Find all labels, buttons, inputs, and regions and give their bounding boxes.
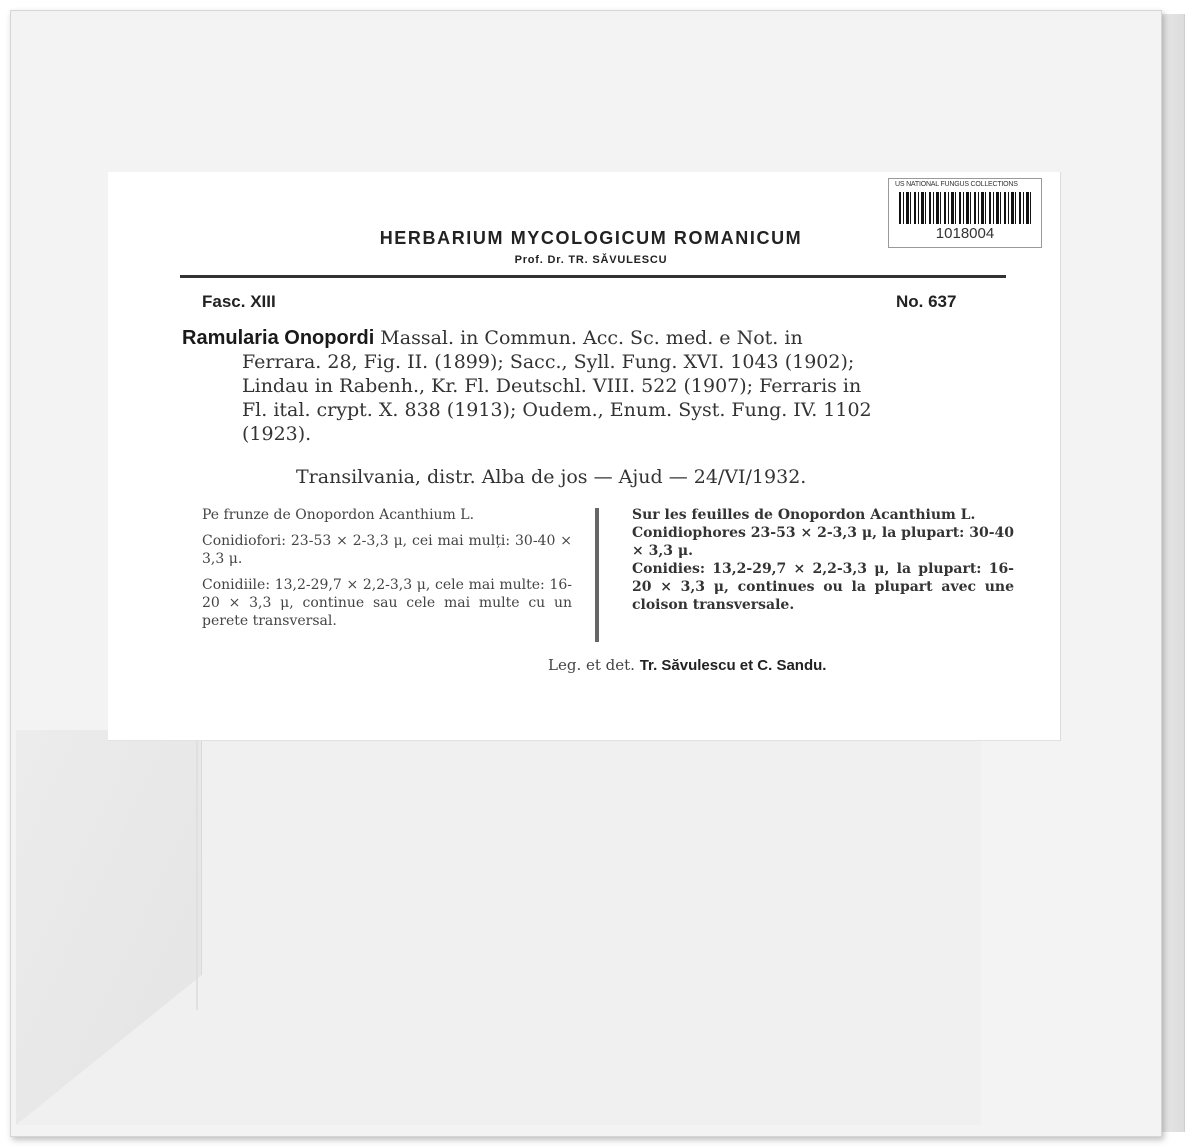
header-rule (180, 275, 1006, 278)
fascicle-number: Fasc. XIII (202, 292, 276, 311)
description-french (632, 506, 1014, 614)
sheet-edge (1160, 14, 1185, 1132)
herbarium-subtitle: Prof. Dr. TR. SĂVULESCU (514, 254, 668, 266)
barcode-institution: US NATIONAL FUNGUS COLLECTIONS (895, 181, 1018, 188)
citation-line-1: Massal. in Commun. Acc. Sc. med. e Not. in (380, 327, 803, 349)
host-romanian: Pe frunze de Onopordon Acanthium L. (202, 507, 475, 523)
herbarium-title: HERBARIUM MYCOLOGICUM ROMANICUM (379, 228, 803, 248)
collector-prefix: Leg. et det. (548, 656, 635, 674)
conidia-french: Conidies: 13,2-29,7 × 2,2-3,3 μ, la plupart: 16-20 × 3,3 μ, continues ou la plupart avec une cloison transversale. (632, 561, 1014, 613)
collector-line (548, 656, 968, 674)
citation-line-3: Lindau in Rabenh., Kr. Fl. Deutschl. VIII. 522 (1907); Ferraris in (242, 375, 862, 397)
specimen-number: No. 637 (896, 292, 957, 311)
conidiophores-romanian: Conidiofori: 23-53 × 2-3,3 μ, cei mai mulți: 30-40 × 3,3 μ. (202, 533, 572, 567)
collector-names: Tr. Săvulescu et C. Sandu. (639, 657, 827, 674)
citation-line-5: (1923). (242, 423, 312, 445)
collection-locality: Transilvania, distr. Alba de jos — Ajud — 24/VI/1932. (296, 466, 807, 488)
description-romanian (202, 506, 572, 630)
barcode-number: 1018004 (935, 225, 995, 242)
column-divider (595, 508, 599, 642)
host-french: Sur les feuilles de Onopordon Acanthium L. (632, 507, 976, 523)
species-citation (182, 326, 1010, 446)
conidia-romanian: Conidiile: 13,2-29,7 × 2,2-3,3 μ, cele mai multe: 16-20 × 3,3 μ, continue sau cele mai multe cu un perete transversal. (202, 577, 572, 629)
envelope-fold-line (196, 740, 198, 1010)
citation-line-4: Fl. ital. crypt. X. 838 (1913); Oudem., Enum. Syst. Fung. IV. 1102 (242, 399, 872, 421)
barcode-icon (899, 192, 1031, 224)
species-name: Ramularia Onopordi (182, 327, 375, 349)
citation-line-2: Ferrara. 28, Fig. II. (1899); Sacc., Syll. Fung. XVI. 1043 (1902); (242, 351, 855, 373)
conidiophores-french: Conidiophores 23-53 × 2-3,3 μ, la plupart: 30-40 × 3,3 μ. (632, 525, 1014, 559)
